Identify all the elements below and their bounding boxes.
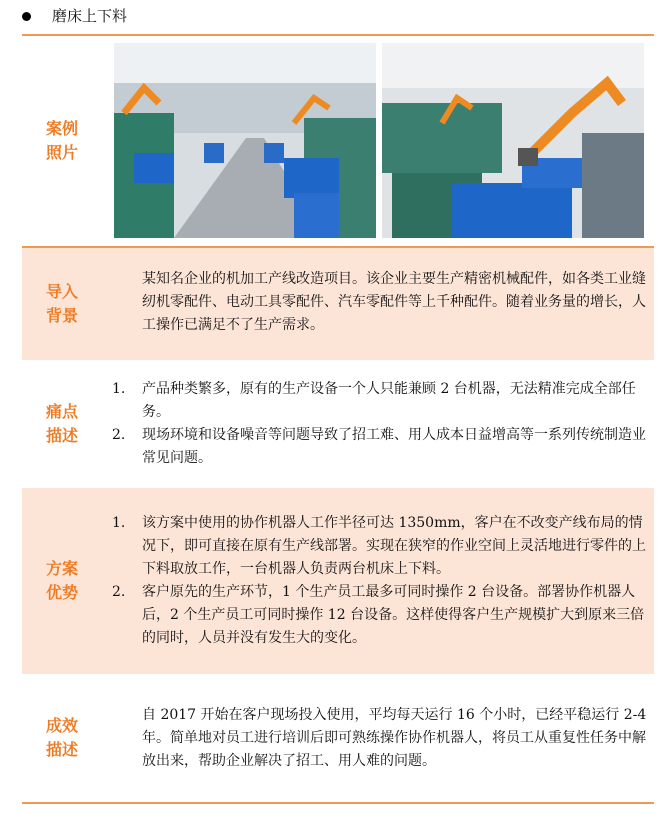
photos-row <box>22 36 654 246</box>
results-row <box>22 674 654 802</box>
case-photos <box>114 43 644 238</box>
results-label: 成效 描述 <box>45 716 78 759</box>
advantages-list <box>112 512 647 650</box>
bullet-icon <box>22 12 31 21</box>
divider <box>22 802 654 804</box>
background-row <box>22 248 654 360</box>
photos-label: 案例 照片 <box>45 119 78 162</box>
results-text: 自 2017 开始在客户现场投入使用，平均每天运行 16 个小时，已经平稳运行 2-4 年。简单地对员工进行培训后即可熟练操作协作机器人，将员工从重复性任务中解放出来，帮助企业解决了招工、用人难的问题。 <box>142 707 647 769</box>
background-text: 某知名企业的机加工产线改造项目。该企业主要生产精密机械配件，如各类工业缝纫机零配件、电动工具零配件、汽车零配件等上千种配件。随着业务量的增长，人工操作已满足不了生产需求。 <box>142 271 646 333</box>
factory-photo-left <box>114 43 376 238</box>
advantages-label: 方案 优势 <box>45 559 78 602</box>
advantages-row <box>22 488 654 674</box>
list-item: 2. 客户原先的生产环节，1 个生产员工最多可同时操作 2 台设备。部署协作机器人后，2 个生产员工可同时操作 12 台设备。这样使得客户生产规模扩大到原来三倍的同时，人员并没有发生大的变化。 <box>112 584 645 646</box>
pain-points-row <box>22 360 654 488</box>
background-label: 导入 背景 <box>45 282 78 325</box>
pain-points-list <box>112 378 647 470</box>
factory-photo-right <box>382 43 644 238</box>
list-item: 1. 该方案中使用的协作机器人工作半径可达 1350mm，客户在不改变产线布局的情况下，即可直接在原有生产线部署。实现在狭窄的作业空间上灵活地进行零件的上下料取放工作，一台机器人负责两台机床上下料。 <box>112 515 646 577</box>
list-item: 1. 产品种类繁多，原有的生产设备一个人只能兼顾 2 台机器，无法精准完成全部任务。 <box>112 381 636 420</box>
pain-points-label: 痛点 描述 <box>45 402 78 445</box>
section-header <box>0 0 667 34</box>
list-item: 2. 现场环境和设备噪音等问题导致了招工难、用人成本日益增高等一系列传统制造业常见问题。 <box>112 427 646 466</box>
section-title: 磨床上下料 <box>52 7 128 25</box>
